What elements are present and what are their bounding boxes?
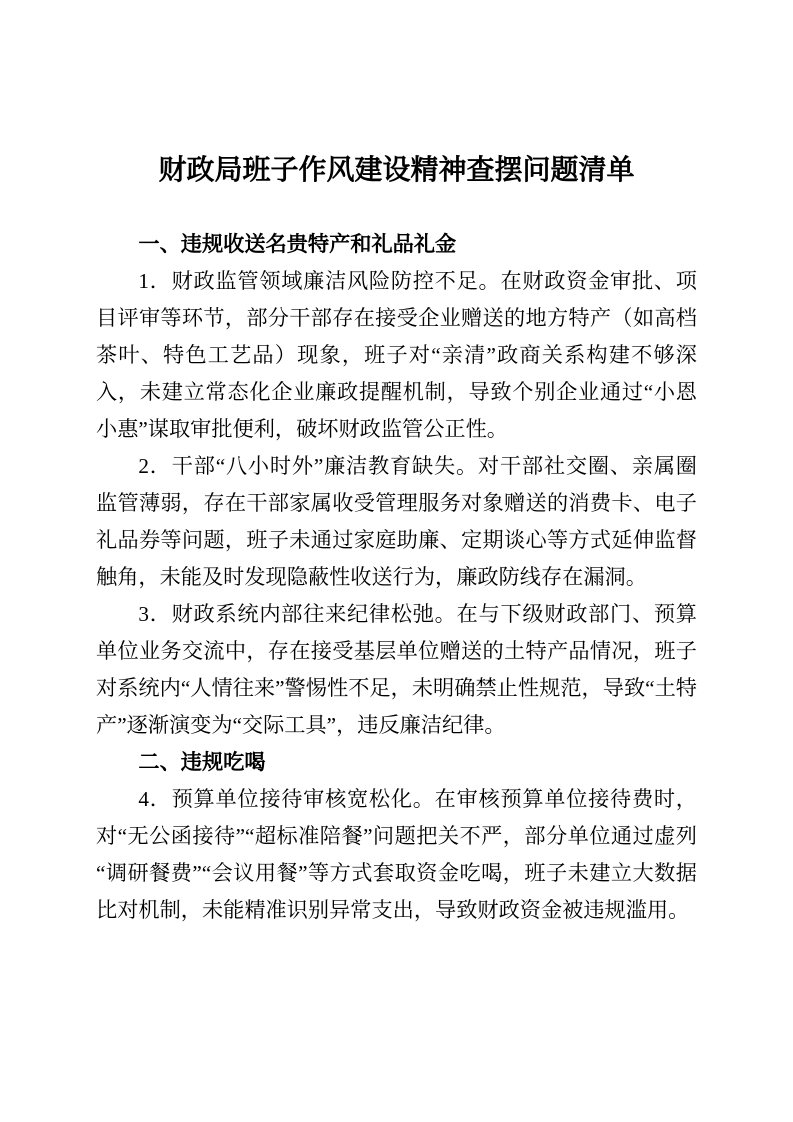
section-violations-gifts [96,226,697,744]
section-1-paragraph-2: 2．干部“八小时外”廉洁教育缺失。对干部社交圈、亲属圈监管薄弱，存在干部家属收受管理服务对象赠送的消费卡、电子礼品券等问题，班子未通过家庭助廉、定期谈心等方式延伸监督触角，未能及时发现隐蔽性收送行为，廉政防线存在漏洞。 [96,454,697,589]
document-title: 财政局班子作风建设精神查摆问题清单 [158,155,635,186]
section-1-paragraph-1: 1．财政监管领域廉洁风险防控不足。在财政资金审批、项目评审等环节，部分干部存在接受企业赠送的地方特产（如高档茶叶、特色工艺品）现象，班子对“亲清”政商关系构建不够深入，未建立常态化企业廉政提醒机制，导致个别企业通过“小恩小惠”谋取审批便利，破坏财政监管公正性。 [96,269,697,441]
section-1-paragraph-3: 3．财政系统内部往来纪律松弛。在与下级财政部门、预算单位业务交流中，存在接受基层单位赠送的土特产品情况，班子对系统内“人情往来”警惕性不足，未明确禁止性规范，导致“土特产”逐渐演变为“交际工具”，违反廉洁纪律。 [96,602,697,737]
section-2-heading: 二、违规吃喝 [138,751,266,774]
section-violations-dining [96,744,697,929]
section-1-heading: 一、违规收送名贵特产和礼品礼金 [138,233,457,256]
section-2-paragraph-1: 4．预算单位接待审核宽松化。在审核预算单位接待费时，对“无公函接待”“超标准陪餐”问题把关不严，部分单位通过虚列“调研餐费”“会议用餐”等方式套取资金吃喝，班子未建立大数据比对机制，未能精准识别异常支出，导致财政资金被违规滥用。 [96,787,697,922]
